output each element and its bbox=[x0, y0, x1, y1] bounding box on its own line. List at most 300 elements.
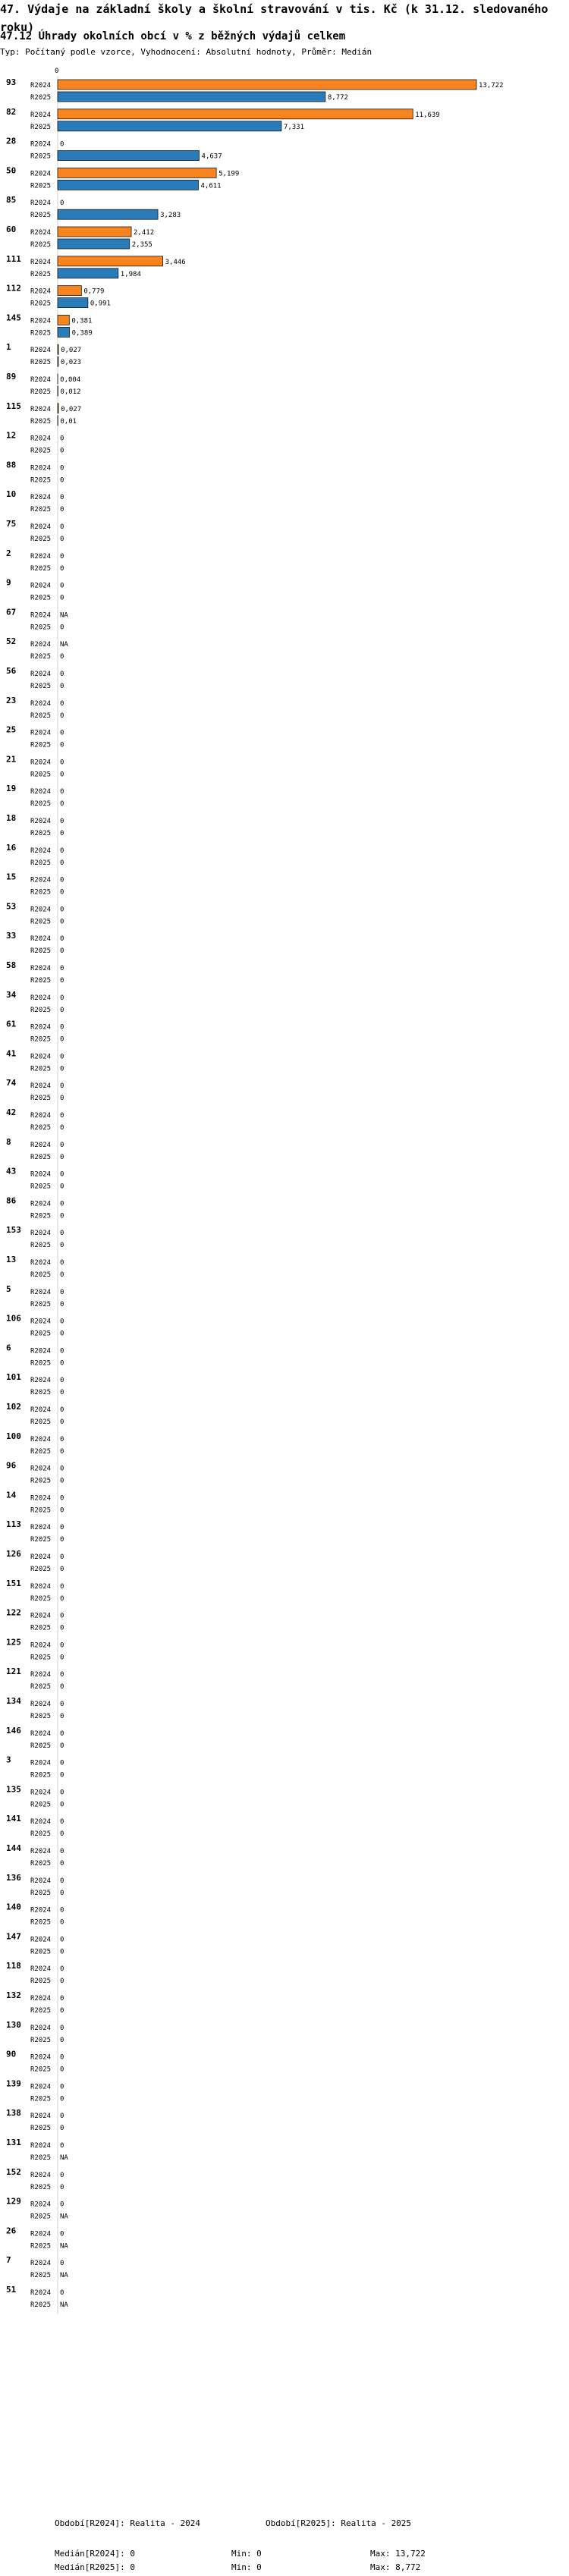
data-label: 0 bbox=[60, 1447, 64, 1456]
series-label: R2025 bbox=[30, 1124, 52, 1132]
series-label: R2025 bbox=[30, 2066, 52, 2074]
series-label: R2024 bbox=[30, 965, 52, 972]
series-label: R2025 bbox=[30, 2183, 52, 2191]
data-label: 0 bbox=[60, 683, 64, 690]
data-label: 0 bbox=[60, 582, 64, 590]
data-label: 0 bbox=[60, 1318, 64, 1326]
category-label: 13 bbox=[6, 1255, 17, 1264]
max-r2025: Max: 8,772 bbox=[370, 2562, 421, 2572]
series-label: R2024 bbox=[30, 1906, 52, 1915]
data-label: 0 bbox=[60, 788, 64, 796]
data-label: 0 bbox=[60, 918, 64, 926]
category-label: 147 bbox=[6, 1931, 21, 1942]
category-label: 101 bbox=[6, 1372, 21, 1383]
data-label: 0 bbox=[60, 1271, 64, 1279]
series-label: R2024 bbox=[30, 1170, 52, 1179]
data-label: 0 bbox=[60, 564, 64, 573]
series-label: R2024 bbox=[30, 405, 52, 413]
data-label: 0 bbox=[60, 1683, 64, 1692]
category-label: 89 bbox=[6, 372, 17, 382]
series-label: R2025 bbox=[30, 1065, 52, 1073]
category-label: 86 bbox=[6, 1195, 17, 1206]
data-label: 0,027 bbox=[61, 405, 82, 413]
category-label: 2 bbox=[6, 548, 11, 558]
series-label: R2025 bbox=[30, 564, 52, 573]
data-label: 0 bbox=[60, 624, 64, 632]
series-label: R2025 bbox=[30, 152, 52, 161]
series-label: R2025 bbox=[30, 506, 52, 514]
data-label: 0 bbox=[60, 847, 64, 855]
category-label: 126 bbox=[6, 1549, 21, 1559]
data-label: 0 bbox=[60, 830, 64, 837]
category-label: 41 bbox=[6, 1048, 17, 1059]
series-label: R2024 bbox=[30, 523, 52, 531]
series-label: R2024 bbox=[30, 1494, 52, 1503]
bar-r2025 bbox=[58, 269, 118, 278]
category-label: 82 bbox=[6, 106, 17, 117]
data-label: 0 bbox=[60, 729, 64, 737]
series-label: R2024 bbox=[30, 494, 52, 502]
data-label: 0 bbox=[60, 935, 64, 944]
data-label: 0 bbox=[60, 977, 64, 985]
series-label: R2024 bbox=[30, 229, 52, 237]
category-label: 33 bbox=[6, 931, 17, 941]
data-label: 0 bbox=[60, 2289, 64, 2297]
series-label: R2024 bbox=[30, 611, 52, 620]
series-label: R2025 bbox=[30, 1536, 52, 1544]
series-label: R2024 bbox=[30, 2230, 52, 2238]
series-label: R2025 bbox=[30, 212, 52, 220]
bar-r2025 bbox=[58, 151, 200, 161]
category-label: 118 bbox=[6, 1961, 21, 1971]
series-label: R2024 bbox=[30, 1582, 52, 1591]
data-label: 0 bbox=[60, 1288, 64, 1296]
category-label: 15 bbox=[6, 872, 17, 882]
series-label: R2024 bbox=[30, 2142, 52, 2150]
series-label: R2025 bbox=[30, 270, 52, 278]
data-label: 0 bbox=[60, 199, 64, 208]
data-label: 0 bbox=[60, 771, 64, 779]
bar-r2024 bbox=[58, 168, 216, 177]
series-label: R2025 bbox=[30, 1566, 52, 1573]
series-label: R2025 bbox=[30, 476, 52, 485]
category-label: 112 bbox=[6, 283, 21, 294]
category-label: 21 bbox=[6, 754, 17, 765]
category-label: 8 bbox=[6, 1136, 11, 1147]
series-label: R2025 bbox=[30, 2213, 52, 2221]
data-label: 0 bbox=[60, 1023, 64, 1032]
series-label: R2024 bbox=[30, 2171, 52, 2179]
data-label: 2,412 bbox=[134, 229, 155, 237]
series-label: R2024 bbox=[30, 671, 52, 678]
data-label: 4,611 bbox=[200, 182, 222, 190]
data-label: 0 bbox=[60, 1300, 64, 1308]
series-label: R2025 bbox=[30, 1095, 52, 1103]
data-label: 0 bbox=[60, 1948, 64, 1956]
series-label: R2025 bbox=[30, 830, 52, 837]
series-label: R2025 bbox=[30, 1212, 52, 1220]
data-label: 0 bbox=[60, 947, 64, 956]
data-label: 0 bbox=[60, 1848, 64, 1855]
category-label: 151 bbox=[6, 1578, 21, 1588]
series-label: R2025 bbox=[30, 1742, 52, 1750]
category-label: 111 bbox=[6, 253, 21, 264]
category-label: 153 bbox=[6, 1225, 21, 1236]
series-label: R2024 bbox=[30, 1200, 52, 1208]
max-r2024: Max: 13,722 bbox=[370, 2549, 426, 2559]
data-label: 0 bbox=[60, 1742, 64, 1750]
series-label: R2025 bbox=[30, 1654, 52, 1662]
data-label: 0 bbox=[60, 1153, 64, 1161]
category-label: 58 bbox=[6, 960, 17, 970]
series-label: R2024 bbox=[30, 2053, 52, 2062]
data-label: 0 bbox=[60, 1112, 64, 1120]
bar-r2025 bbox=[58, 121, 281, 131]
series-label: R2024 bbox=[30, 1759, 52, 1767]
bar-r2024 bbox=[58, 256, 163, 266]
category-label: 138 bbox=[6, 2108, 21, 2119]
series-label: R2024 bbox=[30, 1524, 52, 1532]
data-label: 0 bbox=[60, 1095, 64, 1103]
category-label: 129 bbox=[6, 2196, 21, 2207]
data-label: 0 bbox=[60, 994, 64, 1002]
data-label: NA bbox=[60, 2301, 68, 2309]
series-label: R2024 bbox=[30, 1789, 52, 1797]
category-label: 141 bbox=[6, 1814, 21, 1824]
data-label: 0 bbox=[60, 1918, 64, 1927]
series-label: R2025 bbox=[30, 1860, 52, 1868]
series-label: R2024 bbox=[30, 2024, 52, 2032]
bar-r2024 bbox=[58, 80, 476, 90]
category-label: 18 bbox=[6, 813, 17, 823]
series-label: R2024 bbox=[30, 1053, 52, 1061]
series-label: R2024 bbox=[30, 1877, 52, 1885]
data-label: 0 bbox=[60, 2183, 64, 2191]
data-label: 3,446 bbox=[165, 258, 186, 266]
data-label: 0 bbox=[60, 1200, 64, 1208]
data-label: 0 bbox=[60, 1230, 64, 1238]
data-label: 0,027 bbox=[61, 347, 82, 355]
category-label: 26 bbox=[6, 2226, 17, 2236]
series-label: R2024 bbox=[30, 140, 52, 149]
page-subtitle: 47.12 Úhrady okolních obcí v % z běžných výdajů celkem bbox=[0, 30, 346, 42]
series-label: R2024 bbox=[30, 994, 52, 1002]
data-label: 0 bbox=[60, 759, 64, 767]
data-label: 0 bbox=[60, 536, 64, 543]
series-label: R2024 bbox=[30, 1848, 52, 1855]
category-label: 132 bbox=[6, 1990, 21, 2000]
series-label: R2024 bbox=[30, 376, 52, 384]
series-label: R2024 bbox=[30, 1406, 52, 1414]
data-label: 0 bbox=[60, 1624, 64, 1632]
data-label: 0 bbox=[60, 1035, 64, 1044]
min-r2025: Min: 0 bbox=[231, 2562, 262, 2572]
data-label: 0 bbox=[60, 1141, 64, 1149]
data-label: 11,639 bbox=[415, 111, 440, 119]
series-label: R2024 bbox=[30, 1230, 52, 1238]
data-label: 0 bbox=[60, 1377, 64, 1385]
data-label: 0 bbox=[60, 1978, 64, 1986]
bar-r2025 bbox=[58, 327, 70, 337]
series-label: R2025 bbox=[30, 2301, 52, 2309]
data-label: 0 bbox=[60, 1389, 64, 1397]
data-label: 0,381 bbox=[71, 317, 93, 325]
series-label: R2025 bbox=[30, 1683, 52, 1692]
series-label: R2025 bbox=[30, 653, 52, 661]
category-label: 130 bbox=[6, 2019, 21, 2030]
series-label: R2024 bbox=[30, 1347, 52, 1356]
series-label: R2025 bbox=[30, 1830, 52, 1839]
series-label: R2024 bbox=[30, 170, 52, 178]
category-label: 90 bbox=[6, 2049, 17, 2059]
series-label: R2025 bbox=[30, 1035, 52, 1044]
data-label: 0 bbox=[60, 1877, 64, 1885]
data-label: 0 bbox=[60, 1536, 64, 1544]
data-label: 0 bbox=[60, 818, 64, 825]
series-label: R2024 bbox=[30, 2201, 52, 2209]
series-label: R2024 bbox=[30, 1023, 52, 1032]
series-label: R2024 bbox=[30, 2289, 52, 2297]
series-label: R2025 bbox=[30, 123, 52, 131]
data-label: 0 bbox=[60, 1359, 64, 1368]
series-label: R2024 bbox=[30, 1701, 52, 1708]
data-label: 0,779 bbox=[83, 287, 105, 296]
data-label: 0 bbox=[60, 1259, 64, 1267]
series-label: R2025 bbox=[30, 888, 52, 897]
category-label: 121 bbox=[6, 1667, 21, 1677]
series-label: R2025 bbox=[30, 2095, 52, 2103]
data-label: 0 bbox=[60, 2171, 64, 2179]
data-label: 0 bbox=[60, 888, 64, 897]
category-label: 7 bbox=[6, 2255, 11, 2266]
bar-r2025 bbox=[58, 209, 158, 219]
category-label: 136 bbox=[6, 1872, 21, 1883]
data-label: NA bbox=[60, 2272, 68, 2280]
data-label: 0 bbox=[60, 741, 64, 749]
category-label: 102 bbox=[6, 1402, 21, 1412]
series-label: R2024 bbox=[30, 876, 52, 884]
series-label: R2024 bbox=[30, 1612, 52, 1620]
data-label: 0 bbox=[60, 1347, 64, 1356]
category-label: 96 bbox=[6, 1460, 17, 1471]
category-label: 10 bbox=[6, 489, 17, 500]
series-label: R2025 bbox=[30, 1978, 52, 1986]
data-label: 0 bbox=[60, 1435, 64, 1444]
series-label: R2024 bbox=[30, 759, 52, 767]
series-label: R2025 bbox=[30, 1389, 52, 1397]
series-label: R2025 bbox=[30, 417, 52, 426]
data-label: 0 bbox=[60, 594, 64, 602]
category-label: 19 bbox=[6, 784, 17, 794]
series-label: R2025 bbox=[30, 800, 52, 809]
data-label: 0 bbox=[60, 506, 64, 514]
data-label: 0 bbox=[60, 1065, 64, 1073]
series-label: R2025 bbox=[30, 2154, 52, 2162]
data-label: 0 bbox=[60, 1654, 64, 1662]
series-label: R2024 bbox=[30, 788, 52, 796]
series-label: R2024 bbox=[30, 2260, 52, 2268]
data-label: 0 bbox=[60, 1477, 64, 1485]
data-label: 0 bbox=[60, 1406, 64, 1414]
series-label: R2024 bbox=[30, 1435, 52, 1444]
series-label: R2024 bbox=[30, 582, 52, 590]
data-label: 0 bbox=[60, 523, 64, 531]
category-label: 1 bbox=[6, 342, 11, 353]
category-label: 146 bbox=[6, 1725, 21, 1736]
data-label: 0 bbox=[60, 2066, 64, 2074]
series-label: R2025 bbox=[30, 1624, 52, 1632]
category-label: 6 bbox=[6, 1343, 11, 1353]
series-label: R2025 bbox=[30, 1418, 52, 1426]
series-label: R2024 bbox=[30, 847, 52, 855]
series-label: R2024 bbox=[30, 1671, 52, 1679]
data-label: 3,283 bbox=[160, 212, 181, 220]
series-label: R2025 bbox=[30, 1300, 52, 1308]
data-label: 0 bbox=[60, 653, 64, 661]
series-label: R2024 bbox=[30, 1141, 52, 1149]
series-label: R2025 bbox=[30, 388, 52, 396]
category-label: 106 bbox=[6, 1313, 21, 1324]
data-label: 0,01 bbox=[60, 417, 77, 426]
chart-note: Typ: Počítaný podle vzorce, Vyhodnocení: Absolutní hodnoty, Průměr: Medián bbox=[0, 47, 373, 57]
data-label: 0 bbox=[60, 435, 64, 443]
data-label: 0 bbox=[60, 2125, 64, 2133]
data-label: 0 bbox=[60, 1889, 64, 1897]
category-label: 152 bbox=[6, 2166, 21, 2177]
series-label: R2024 bbox=[30, 111, 52, 119]
series-label: R2025 bbox=[30, 1447, 52, 1456]
data-label: 0 bbox=[60, 1006, 64, 1014]
series-label: R2025 bbox=[30, 712, 52, 720]
series-label: R2025 bbox=[30, 1594, 52, 1603]
data-label: 0 bbox=[60, 2053, 64, 2062]
category-label: 115 bbox=[6, 401, 21, 411]
data-label: 0 bbox=[60, 2230, 64, 2238]
series-label: R2025 bbox=[30, 947, 52, 956]
min-r2024: Min: 0 bbox=[231, 2549, 262, 2559]
series-label: R2025 bbox=[30, 1477, 52, 1485]
data-label: 0 bbox=[60, 1789, 64, 1797]
series-label: R2025 bbox=[30, 1006, 52, 1014]
series-label: R2024 bbox=[30, 1729, 52, 1738]
data-label: 0 bbox=[60, 2036, 64, 2044]
data-label: 0 bbox=[60, 552, 64, 561]
category-label: 60 bbox=[6, 225, 17, 234]
category-label: 125 bbox=[6, 1637, 21, 1648]
series-label: R2025 bbox=[30, 1889, 52, 1897]
data-label: 0 bbox=[60, 140, 64, 149]
series-label: R2024 bbox=[30, 1965, 52, 1974]
series-label: R2025 bbox=[30, 1801, 52, 1809]
series-label: R2025 bbox=[30, 1242, 52, 1250]
category-label: 134 bbox=[6, 1696, 21, 1706]
data-label: 0,991 bbox=[90, 300, 111, 308]
category-label: 51 bbox=[6, 2285, 17, 2295]
category-label: 140 bbox=[6, 1902, 21, 1912]
series-label: R2024 bbox=[30, 2113, 52, 2121]
bar-r2025 bbox=[58, 92, 325, 102]
data-label: 0,012 bbox=[60, 388, 81, 396]
data-label: 0 bbox=[60, 1701, 64, 1708]
data-label: 0,389 bbox=[71, 329, 93, 338]
series-label: R2024 bbox=[30, 317, 52, 325]
series-label: R2024 bbox=[30, 935, 52, 944]
data-label: 0 bbox=[60, 2113, 64, 2121]
category-label: 131 bbox=[6, 2138, 21, 2147]
series-label: R2025 bbox=[30, 1713, 52, 1720]
series-label: R2024 bbox=[30, 1377, 52, 1385]
data-label: 0 bbox=[60, 1506, 64, 1515]
series-label: R2025 bbox=[30, 1359, 52, 1368]
category-label: 50 bbox=[6, 165, 17, 176]
data-label: 0 bbox=[60, 1713, 64, 1720]
category-label: 100 bbox=[6, 1431, 21, 1441]
data-label: 0 bbox=[60, 1612, 64, 1620]
data-label: 0,023 bbox=[60, 359, 82, 367]
series-label: R2025 bbox=[30, 2036, 52, 2044]
bar-r2024 bbox=[58, 227, 131, 237]
category-label: 135 bbox=[6, 1784, 21, 1795]
category-label: 56 bbox=[6, 666, 17, 676]
series-label: R2024 bbox=[30, 1112, 52, 1120]
data-label: 0 bbox=[60, 2024, 64, 2032]
data-label: 0 bbox=[60, 1465, 64, 1473]
category-label: 74 bbox=[6, 1078, 17, 1089]
data-label: 0 bbox=[60, 1524, 64, 1532]
series-label: R2025 bbox=[30, 771, 52, 779]
category-label: 34 bbox=[6, 989, 17, 1000]
series-label: R2024 bbox=[30, 199, 52, 208]
legend-r2024: Období[R2024]: Realita - 2024 bbox=[55, 2518, 201, 2528]
category-label: 43 bbox=[6, 1166, 17, 1176]
data-label: 0 bbox=[60, 1801, 64, 1809]
bar-r2025 bbox=[58, 239, 130, 249]
data-label: 0 bbox=[60, 1212, 64, 1220]
data-label: 0 bbox=[60, 1729, 64, 1738]
data-label: 0 bbox=[60, 2007, 64, 2015]
data-label: 0 bbox=[60, 965, 64, 972]
bar-r2025 bbox=[58, 298, 88, 308]
data-label: NA bbox=[60, 611, 68, 620]
series-label: R2025 bbox=[30, 2125, 52, 2133]
data-label: 0 bbox=[60, 2201, 64, 2209]
series-label: R2024 bbox=[30, 1259, 52, 1267]
series-label: R2025 bbox=[30, 182, 52, 190]
series-label: R2025 bbox=[30, 741, 52, 749]
series-label: R2025 bbox=[30, 1918, 52, 1927]
series-label: R2024 bbox=[30, 287, 52, 296]
category-label: 23 bbox=[6, 695, 17, 705]
series-label: R2024 bbox=[30, 464, 52, 473]
data-label: 0 bbox=[60, 699, 64, 708]
series-label: R2024 bbox=[30, 729, 52, 737]
bar-r2024 bbox=[58, 286, 81, 296]
data-label: 13,722 bbox=[479, 82, 504, 90]
series-label: R2025 bbox=[30, 1271, 52, 1279]
series-label: R2025 bbox=[30, 2007, 52, 2015]
category-label: 145 bbox=[6, 313, 21, 323]
axis-zero-label: 0 bbox=[55, 68, 59, 75]
data-label: 0 bbox=[60, 1494, 64, 1503]
data-label: NA bbox=[60, 641, 68, 649]
series-label: R2025 bbox=[30, 1183, 52, 1191]
data-label: 0 bbox=[60, 876, 64, 884]
data-label: 0 bbox=[60, 1830, 64, 1839]
series-label: R2024 bbox=[30, 82, 52, 90]
data-label: 0 bbox=[60, 1594, 64, 1603]
category-label: 14 bbox=[6, 1490, 17, 1500]
series-label: R2025 bbox=[30, 536, 52, 543]
